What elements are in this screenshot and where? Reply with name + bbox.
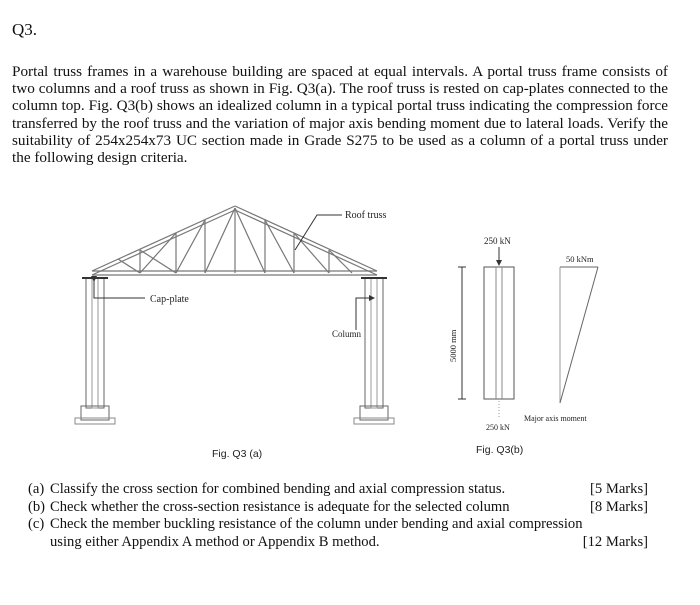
bottom-force-label: 250 kN (486, 423, 510, 432)
question-parts (28, 481, 648, 551)
part-c (28, 516, 648, 534)
part-b-label: (b) (28, 498, 46, 515)
part-c-label: (c) (28, 516, 45, 533)
part-a-label: (a) (28, 481, 45, 497)
part-c-marks: [12 Marks] (582, 533, 648, 550)
part-a-marks: [5 Marks] (590, 481, 648, 497)
question-number: Q3. (12, 20, 38, 39)
part-a (28, 481, 648, 499)
moment-diagram (560, 267, 598, 403)
portal-frame-drawing (75, 278, 394, 424)
part-b-text: Check whether the cross-section resistance is adequate for the selected column (50, 498, 510, 515)
part-c-text-2: using either Appendix A method or Appendix B method. (50, 533, 380, 550)
roof-truss-label: Roof truss (345, 210, 387, 221)
roof-truss (92, 206, 377, 275)
part-c-text: Check the member buckling resistance of the column under bending and axial compression (50, 516, 583, 533)
cap-plate-leader (94, 281, 145, 298)
part-c-continued (28, 534, 648, 552)
part-b-marks: [8 Marks] (590, 498, 648, 515)
figure-q3 (0, 195, 700, 470)
question-intro: Portal truss frames in a warehouse building are spaced at equal intervals. A portal truss frame consists of two columns and a roof truss as shown in Fig. Q3(a). The roof truss is rested on cap-plates connected to the column top. Fig. Q3(b) shows an idealized column in a typical portal truss indicating the compression force transferred by the roof truss and the variation of major axis bending moment due to lateral loads. Verify the suitability of 254x254x73 UC section made in Grade S275 to be used as a column of a portal truss under the following design criteria. (12, 63, 668, 167)
moment-axis-label: Major axis moment (524, 414, 587, 423)
fig-b-caption: Fig. Q3(b) (476, 444, 524, 456)
moment-value-label: 50 kNm (566, 254, 594, 264)
part-b (28, 499, 648, 517)
part-a-text: Classify the cross section for combined bending and axial compression status. (50, 481, 506, 497)
column-label: Column (332, 329, 362, 339)
fig-a-caption: Fig. Q3 (a) (212, 448, 263, 460)
height-label: 5000 mm (448, 329, 458, 362)
idealized-column (484, 267, 514, 399)
cap-plate-label: Cap-plate (150, 294, 189, 305)
top-force-label: 250 kN (484, 236, 511, 246)
